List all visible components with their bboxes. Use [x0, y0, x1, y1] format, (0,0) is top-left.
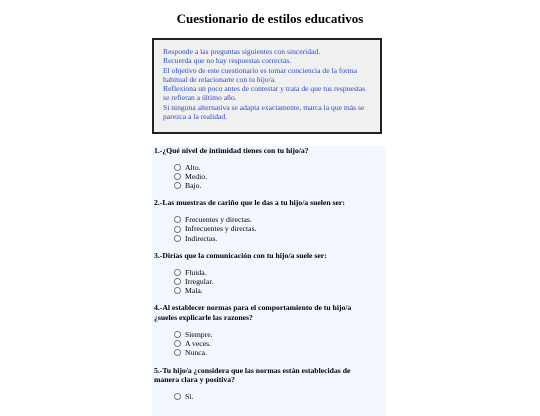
question-4-text	[154, 303, 386, 322]
q2-option-indirectas[interactable]	[174, 234, 386, 243]
question-5-text	[154, 366, 386, 385]
q4-option-siempre[interactable]	[174, 330, 386, 339]
q1-option-medio[interactable]	[174, 172, 386, 181]
q4-option-a-veces[interactable]	[174, 339, 386, 348]
option-label: Siempre.	[185, 329, 213, 339]
q1-option-bajo[interactable]	[174, 181, 386, 190]
instruction-line: Si ninguna alternativa se adapta exactamente, marca la que más se	[163, 102, 365, 112]
question-1-text: 1.-¿Qué nivel de intimidad tienes con tu hijo/a?	[154, 146, 309, 155]
instruction-line: El objetivo de este cuestionario es tomar conciencia de la forma	[163, 65, 357, 75]
radio-button[interactable]	[174, 331, 181, 338]
option-label: Medio.	[185, 171, 207, 181]
radio-button[interactable]	[174, 287, 181, 294]
option-label: Sí.	[185, 391, 194, 401]
question-5-options	[174, 392, 386, 401]
question-4-line: 4.-Al establecer normas para el comportamiento de tu hijo/a	[154, 303, 352, 313]
radio-button[interactable]	[174, 173, 181, 180]
instruction-line: se refieran a último año.	[163, 93, 237, 103]
q2-option-infrecuentes[interactable]	[174, 224, 386, 233]
instruction-line: Reflexiona un poco antes de contestar y trata de que tus respuestas	[163, 84, 366, 94]
option-label: Irregular.	[185, 276, 214, 286]
page-title: Cuestionario de estilos educativos	[176, 11, 364, 26]
option-label: A veces.	[185, 338, 212, 348]
q3-option-fluida[interactable]	[174, 268, 386, 277]
instruction-line: Recuerda que no hay respuestas correctas.	[163, 56, 292, 66]
radio-button[interactable]	[174, 393, 181, 400]
q1-option-alto[interactable]	[174, 163, 386, 172]
instruction-line: parezca a la realidad.	[163, 112, 228, 122]
instruction-line: Responde a las preguntas siguientes con sinceridad.	[163, 47, 321, 56]
option-label: Infrecuentes y directas.	[185, 224, 257, 234]
question-2-options	[174, 215, 386, 243]
question-3-text: 3.-Dirías que la comunicación con tu hijo/a suele ser:	[154, 250, 327, 260]
q2-option-frecuentes[interactable]	[174, 215, 386, 224]
radio-button[interactable]	[174, 349, 181, 356]
radio-button[interactable]	[174, 182, 181, 189]
radio-button[interactable]	[174, 340, 181, 347]
radio-button[interactable]	[174, 269, 181, 276]
instruction-line: habitual de relacionarte con tu hijo/a.	[163, 74, 277, 84]
question-1-options	[174, 163, 386, 191]
q3-option-irregular[interactable]	[174, 277, 386, 286]
radio-button[interactable]	[174, 278, 181, 285]
instructions-box	[152, 38, 382, 134]
q5-option-si[interactable]	[174, 392, 386, 401]
question-4-line: ¿sueles explicarle las razones?	[154, 313, 253, 323]
option-label: Alto.	[185, 162, 201, 172]
q3-option-mala[interactable]	[174, 286, 386, 295]
question-2-text: 2.-Las muestras de cariño que le das a tu hijo/a suelen ser:	[154, 198, 345, 208]
option-label: Frecuentes y directas.	[185, 215, 252, 225]
option-label: Indirectas.	[185, 233, 218, 243]
question-4-options	[174, 330, 386, 358]
q4-option-nunca[interactable]	[174, 348, 386, 357]
question-5-line: manera clara y positiva?	[154, 375, 235, 385]
questionnaire	[152, 146, 386, 416]
radio-button[interactable]	[174, 226, 181, 233]
radio-button[interactable]	[174, 235, 181, 242]
option-label: Nunca.	[185, 348, 207, 358]
question-5-line: 5.-Tu hijo/a ¿considera que las normas están establecidas de	[154, 365, 351, 375]
option-label: Bajo.	[185, 181, 202, 191]
radio-button[interactable]	[174, 216, 181, 223]
question-3-options	[174, 268, 386, 296]
option-label: Mala.	[185, 286, 203, 296]
radio-button[interactable]	[174, 164, 181, 171]
option-label: Fluida.	[185, 267, 207, 277]
